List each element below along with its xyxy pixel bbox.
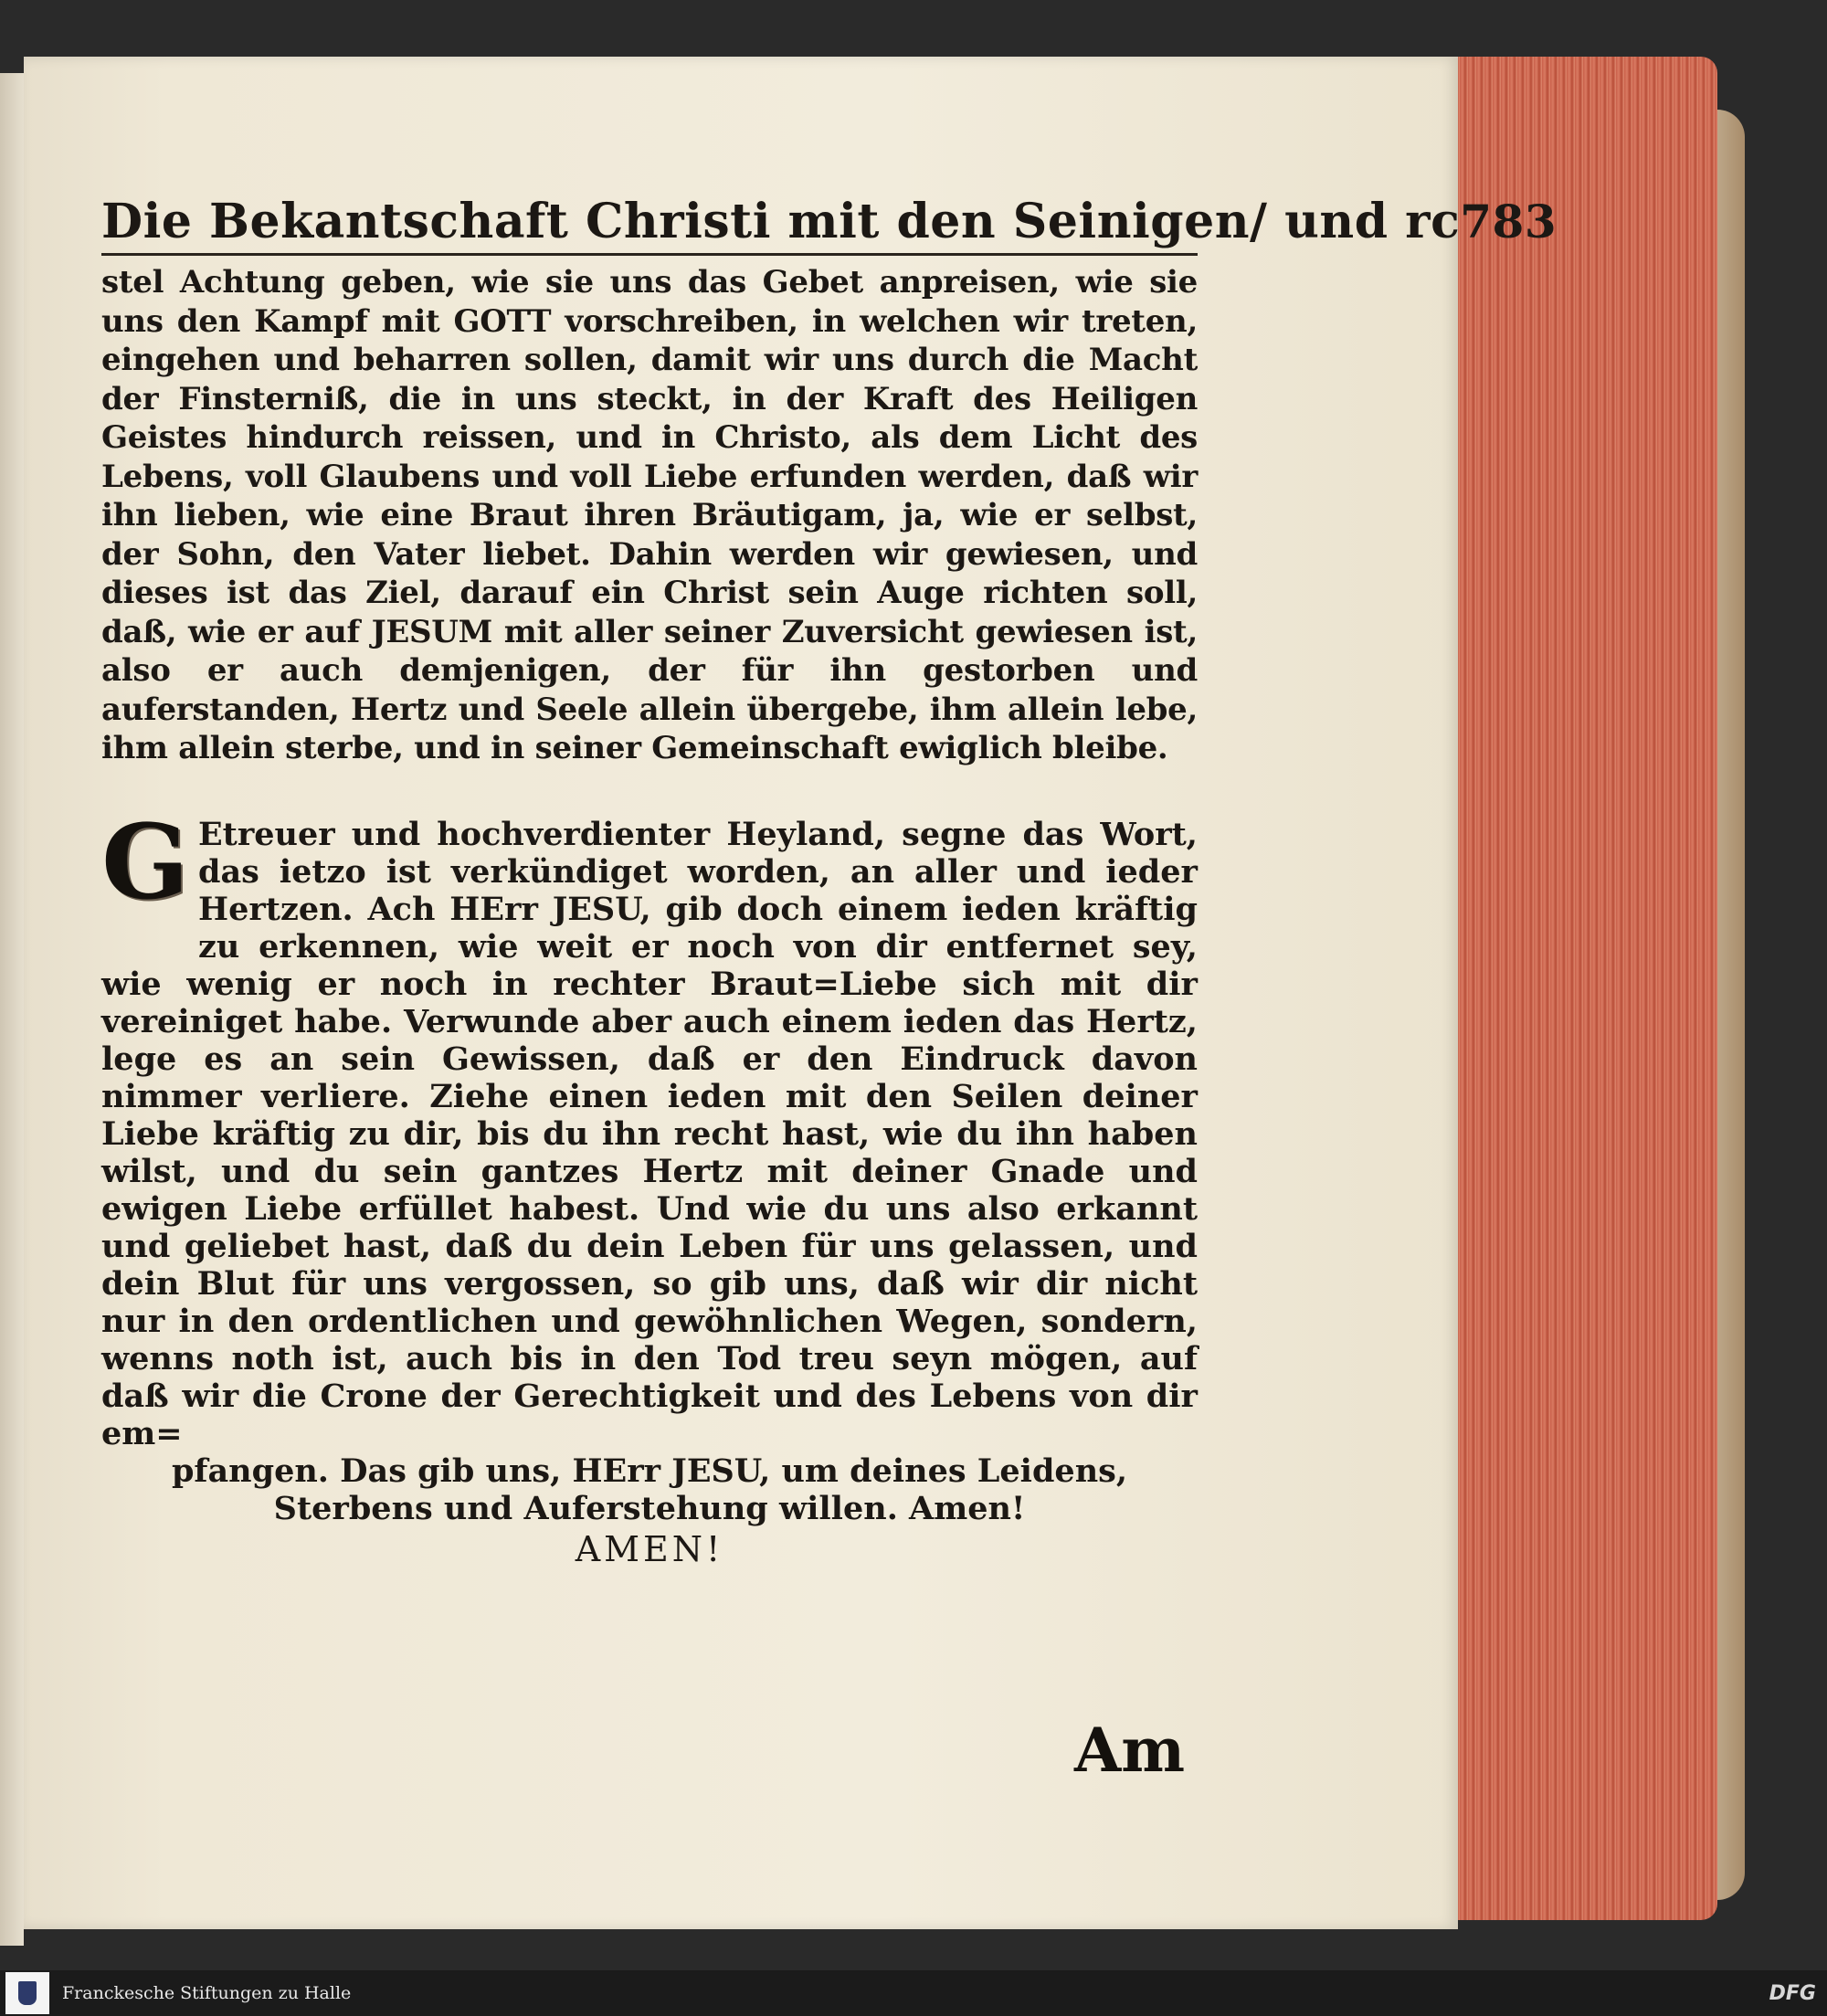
franckesche-stiftungen-logo-icon[interactable] [5,1972,49,2014]
dfg-logo[interactable]: DFG [1769,1981,1816,2005]
logo-mark [18,1981,37,2005]
body-paragraph: stel Achtung geben, wie sie uns das Gebet anpreisen, wie sie uns den Kampf mit GOTT vorschreiben, in welchen wir treten, eingehen und beharren sollen, damit wir uns durch die Macht der Finsterniß, die in uns steckt, in der Kraft des Heiligen Geistes hindurch reissen, und in Christo, als dem Licht des Lebens, voll Glaubens und voll Liebe erfunden werden, daß wir ihn lieben, wie eine Braut ihren Bräutigam, ja, wie er selbst, der Sohn, den Vater liebet. Dahin werden wir gewiesen, und dieses ist das Ziel, darauf ein Christ sein Auge richten soll, daß, wie er auf JESUM mit aller seiner Zuversicht gewiesen ist, also er auch demjenigen, der für ihn gestorben und auferstanden, Hertz und Seele allein übergebe, ihm allein lebe, ihm allein sterbe, und in seiner Gemeinschaft ewiglich bleibe. [101,264,1198,766]
drop-cap-initial: G [101,802,189,923]
prayer-closing-line-1: pfangen. Das gib uns, HErr JESU, um deines Leidens, [171,1451,1128,1490]
book-page [24,57,1558,1929]
text-block [101,194,1558,1569]
prayer-text: Etreuer und hochverdienter Heyland, segne das Wort, das ietzo ist verkündiget worden, an aller und ieder Hertzen. Ach HErr JESU, gib doch einem ieden kräftig zu erkennen, wie weit er noch von dir entfernet sey, wie wenig er noch in rechter Braut=Liebe sich mit dir vereiniget habe. Verwunde aber auch einem ieden das Hertz, lege es an sein Gewissen, daß er den Eindruck davon nimmer verliere. Ziehe einen ieden mit den Seilen deiner Liebe kräftig zu dir, bis du ihn recht hast, wie du ihn haben wilst, und du sein gantzes Hertz mit deiner Gnade und ewigen Liebe erfüllet habest. Und wie du uns also erkannt und geliebet hast, daß du dein Leben für uns gelassen, und dein Blut für uns vergossen, so gib uns, daß wir dir nicht nur in den ordentlichen und gewöhnlichen Wegen, sondern, wenns noth ist, auch bis in den Tod treu seyn mögen, auf daß wir die Crone der Gerechtigkeit und des Lebens von dir em= [101,815,1198,1452]
running-head [101,194,1558,256]
footer-institution-name[interactable]: Franckesche Stiftungen zu Halle [62,1983,352,2003]
prayer-closing-line-2: Sterbens und Auferstehung willen. Amen! [273,1489,1026,1527]
facing-page-edge [0,73,24,1946]
prayer-paragraph [101,802,1198,1452]
running-head-title: Die Bekantschaft Christi mit den Seinigen/ und rc [101,194,1461,249]
footer-bar [0,1970,1827,2016]
catchword: Am [1074,1715,1186,1786]
page-number: 783 [1460,195,1558,248]
book-page-edges [1443,57,1717,1920]
amen-line: AMEN! [575,1528,724,1569]
